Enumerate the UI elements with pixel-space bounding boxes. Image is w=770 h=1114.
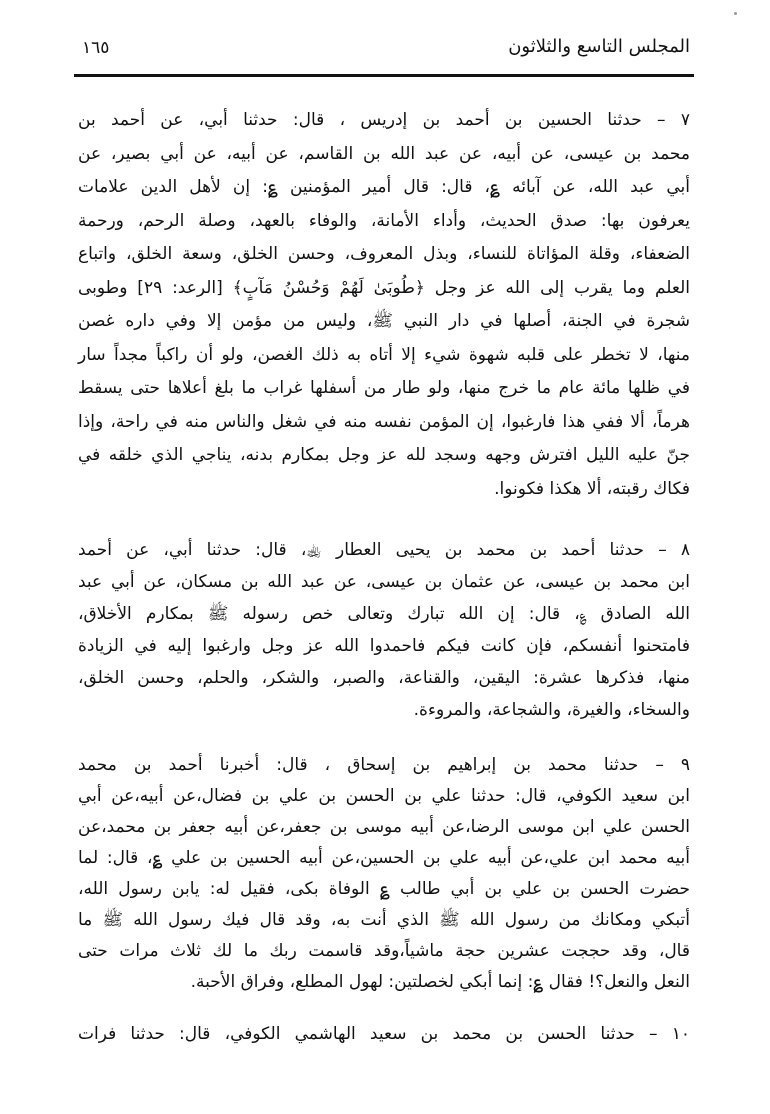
text-line: فامتحنوا أنفسكم، فإن كانت فيكم فاحمدوا الله عز وجل وارغبوا إليه في الزيادة [78,636,690,656]
text-line: الحسن علي ابن موسى الرضا،عن أبيه موسى بن جعفر،عن أبيه جعفر بن محمد،عن [78,817,690,837]
text-line: جنّ عليه الليل افترش وجهه وسجد لله عز وجل بمكارم بدنه، يناجي الذي خلقه في [78,445,690,465]
hadith-8 [78,534,690,726]
text-line: ١٠ – حدثنا الحسن بن محمد بن سعيد الهاشمي الكوفي، قال: حدثنا فرات [78,1024,690,1044]
text-line: أبي عبد الله، عن آبائه ؏، قال: قال أمير المؤمنين ؏: إن لأهل الدين علامات [78,177,690,197]
text-line: ٨ – حدثنا أحمد بن محمد بن يحيى العطار ﵀، قال: حدثنا أبي، عن أحمد [78,540,690,560]
text-line: الله الصادق ؏، قال: إن الله تبارك وتعالى خص رسوله ﷺ بمكارم الأخلاق، [78,604,690,624]
text-line: منها، فذكرها عشرة: اليقين، والقناعة، والصبر، والشكر، والحلم، وحسن الخلق، [78,668,690,688]
text-line: فكاك رقبته، ألا هكذا فكونوا. [494,478,690,499]
text-line: النعل والنعل؟! فقال ؏: إنما أبكي لخصلتين: لهول المطلع، وفراق الأحبة. [190,972,690,992]
text-line: شجرة في الجنة، أصلها في دار النبي ﷺ، وليس من مؤمن إلا وفي داره غصن [78,311,690,331]
text-line: منها، لا تخطر على قلبه شهوة شيء إلا أتاه به ذلك الغصن، ولو أن راكباً مجداً سار [78,344,690,365]
hadith-10 [78,1018,690,1050]
scan-speck [734,12,737,15]
text-line: حضرت الحسن بن علي بن أبي طالب ؏ الوفاة بكى، فقيل له: يابن رسول الله، [78,879,690,899]
header-rule [74,74,694,77]
text-line: العلم وما يقرب إلى الله عز وجل ﴿طُوبَىٰ لَهُمْ وَحُسْنُ مَآبٍ﴾ [الرعد: ٢٩] وطوبى [78,277,690,298]
hadith-9 [78,750,690,998]
text-line: في ظلها مائة عام ما خرج منها، ولو طار من أسفلها غراب ما بلغ أعلاها حتى يسقط [78,378,690,398]
text-line: ٧ – حدثنا الحسين بن أحمد بن إدريس ، قال: حدثنا أبي، عن أحمد بن [78,110,690,130]
text-line: الضعفاء، وقلة المؤاتاة للنساء، وبذل المعروف، وحسن الخلق، وسعة الخلق، واتباع [78,244,690,264]
text-line: قال، وقد حججت عشرين حجة ماشياً،وقد قاسمت ربك ما لك ثلاث مرات حتى [78,941,690,961]
hadith-7 [78,104,690,506]
running-header-title: المجلس التاسع والثلاثون [508,36,690,57]
text-line: أتبكي ومكانك من رسول الله ﷺ الذي أنت به، وقد قال فيك رسول الله ﷺ ما [78,910,690,930]
text-line: ابن محمد بن عيسى، عن عثمان بن عيسى، عن عبد الله بن مسكان، عن أبي عبد [78,572,690,592]
text-line: أبيه محمد ابن علي،عن أبيه علي بن الحسين،عن أبيه الحسين بن علي ؏، قال: لما [78,848,690,868]
text-line: والسخاء، والغيرة، والشجاعة، والمروءة. [413,700,690,720]
text-line: هرماً، ألا ففي هذا فارغبوا، إن المؤمن نفسه منه في شغل والناس منه في راحة، وإذا [78,411,690,432]
text-line: يعرفون بها: صدق الحديث، وأداء الأمانة، والوفاء بالعهد، وصلة الرحم، ورحمة [78,210,690,231]
text-line: ٩ – حدثنا محمد بن إبراهيم بن إسحاق ، قال: أخبرنا أحمد بن محمد [78,755,690,775]
page-number: ١٦٥ [82,38,110,58]
text-line: ابن سعيد الكوفي، قال: حدثنا علي بن الحسن بن علي بن فضال،عن أبيه،عن أبي [78,786,690,806]
text-line: محمد بن عيسى، عن أبيه، عن عبد الله بن القاسم، عن أبيه، عن أبي بصير، عن [78,143,690,164]
